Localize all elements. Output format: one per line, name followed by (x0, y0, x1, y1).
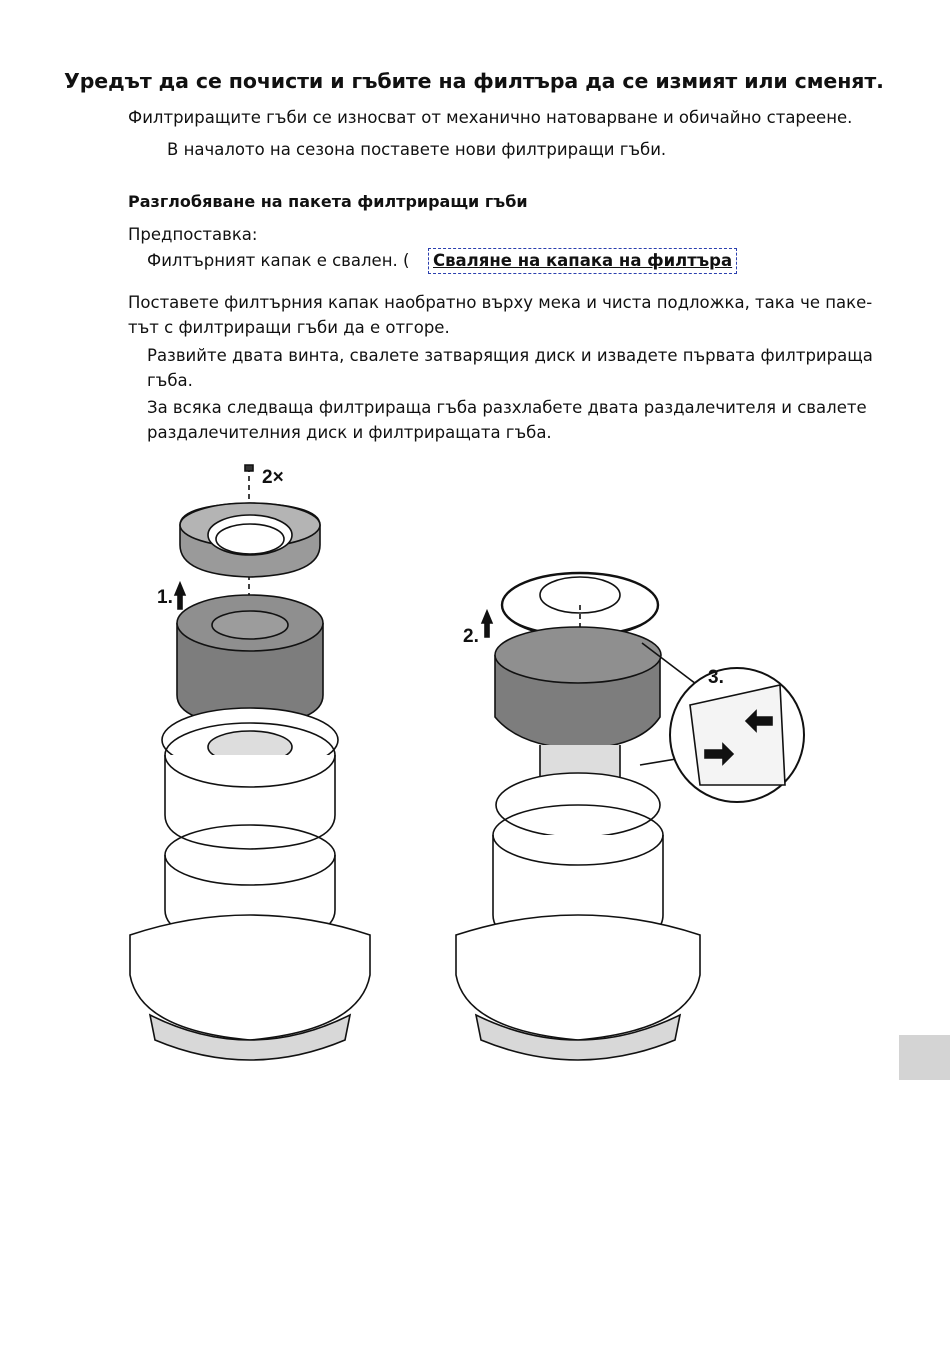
filter-foam-second (495, 627, 661, 749)
page-side-tab (899, 1035, 950, 1080)
screw-count-label: 2× (262, 467, 284, 488)
place-cover-instruction: Поставете филтърния капак наобратно върху мека и чиста подложка, така че пакетът с филтриращи гъби да е отгоре. (128, 293, 873, 337)
remove-filter-cover-link[interactable]: Сваляне на капака на филтъра (428, 248, 737, 274)
prerequisite-label: Предпоставка: (128, 225, 258, 244)
step-2-label: 2. (463, 626, 479, 647)
filter-base (456, 915, 700, 1060)
filter-base (130, 915, 370, 1060)
left-filter-stack (130, 465, 370, 1060)
section-title: Разглобяване на пакета филтриращи гъби (128, 192, 528, 211)
step-1-label: 1. (157, 587, 173, 608)
page-heading: Уредът да се почисти и гъбите на филтъра да се измият или сменят. (64, 69, 884, 93)
prerequisite-text: Филтърният капак е свален. ( (147, 251, 410, 270)
right-filter-stack (456, 573, 804, 1060)
filter-foam-top (177, 595, 323, 725)
closing-disc (180, 503, 320, 577)
step-1-instruction: Развийте двата винта, свалете затварящия диск и извадете първата филтрираща гъба. (147, 346, 873, 390)
filter-disassembly-illustration (0, 455, 950, 1075)
step-2-instruction: За всяка следваща филтрираща гъба разхлабете двата раздалечителя и свалете раздалечителния диск и филтриращата гъба. (147, 398, 867, 442)
intro-text: Филтриращите гъби се износват от механично натоварване и обичайно стареене. (128, 108, 853, 127)
tip-text: В началото на сезона поставете нови филтриращи гъби. (167, 140, 667, 159)
step-3-label: 3. (708, 667, 724, 688)
